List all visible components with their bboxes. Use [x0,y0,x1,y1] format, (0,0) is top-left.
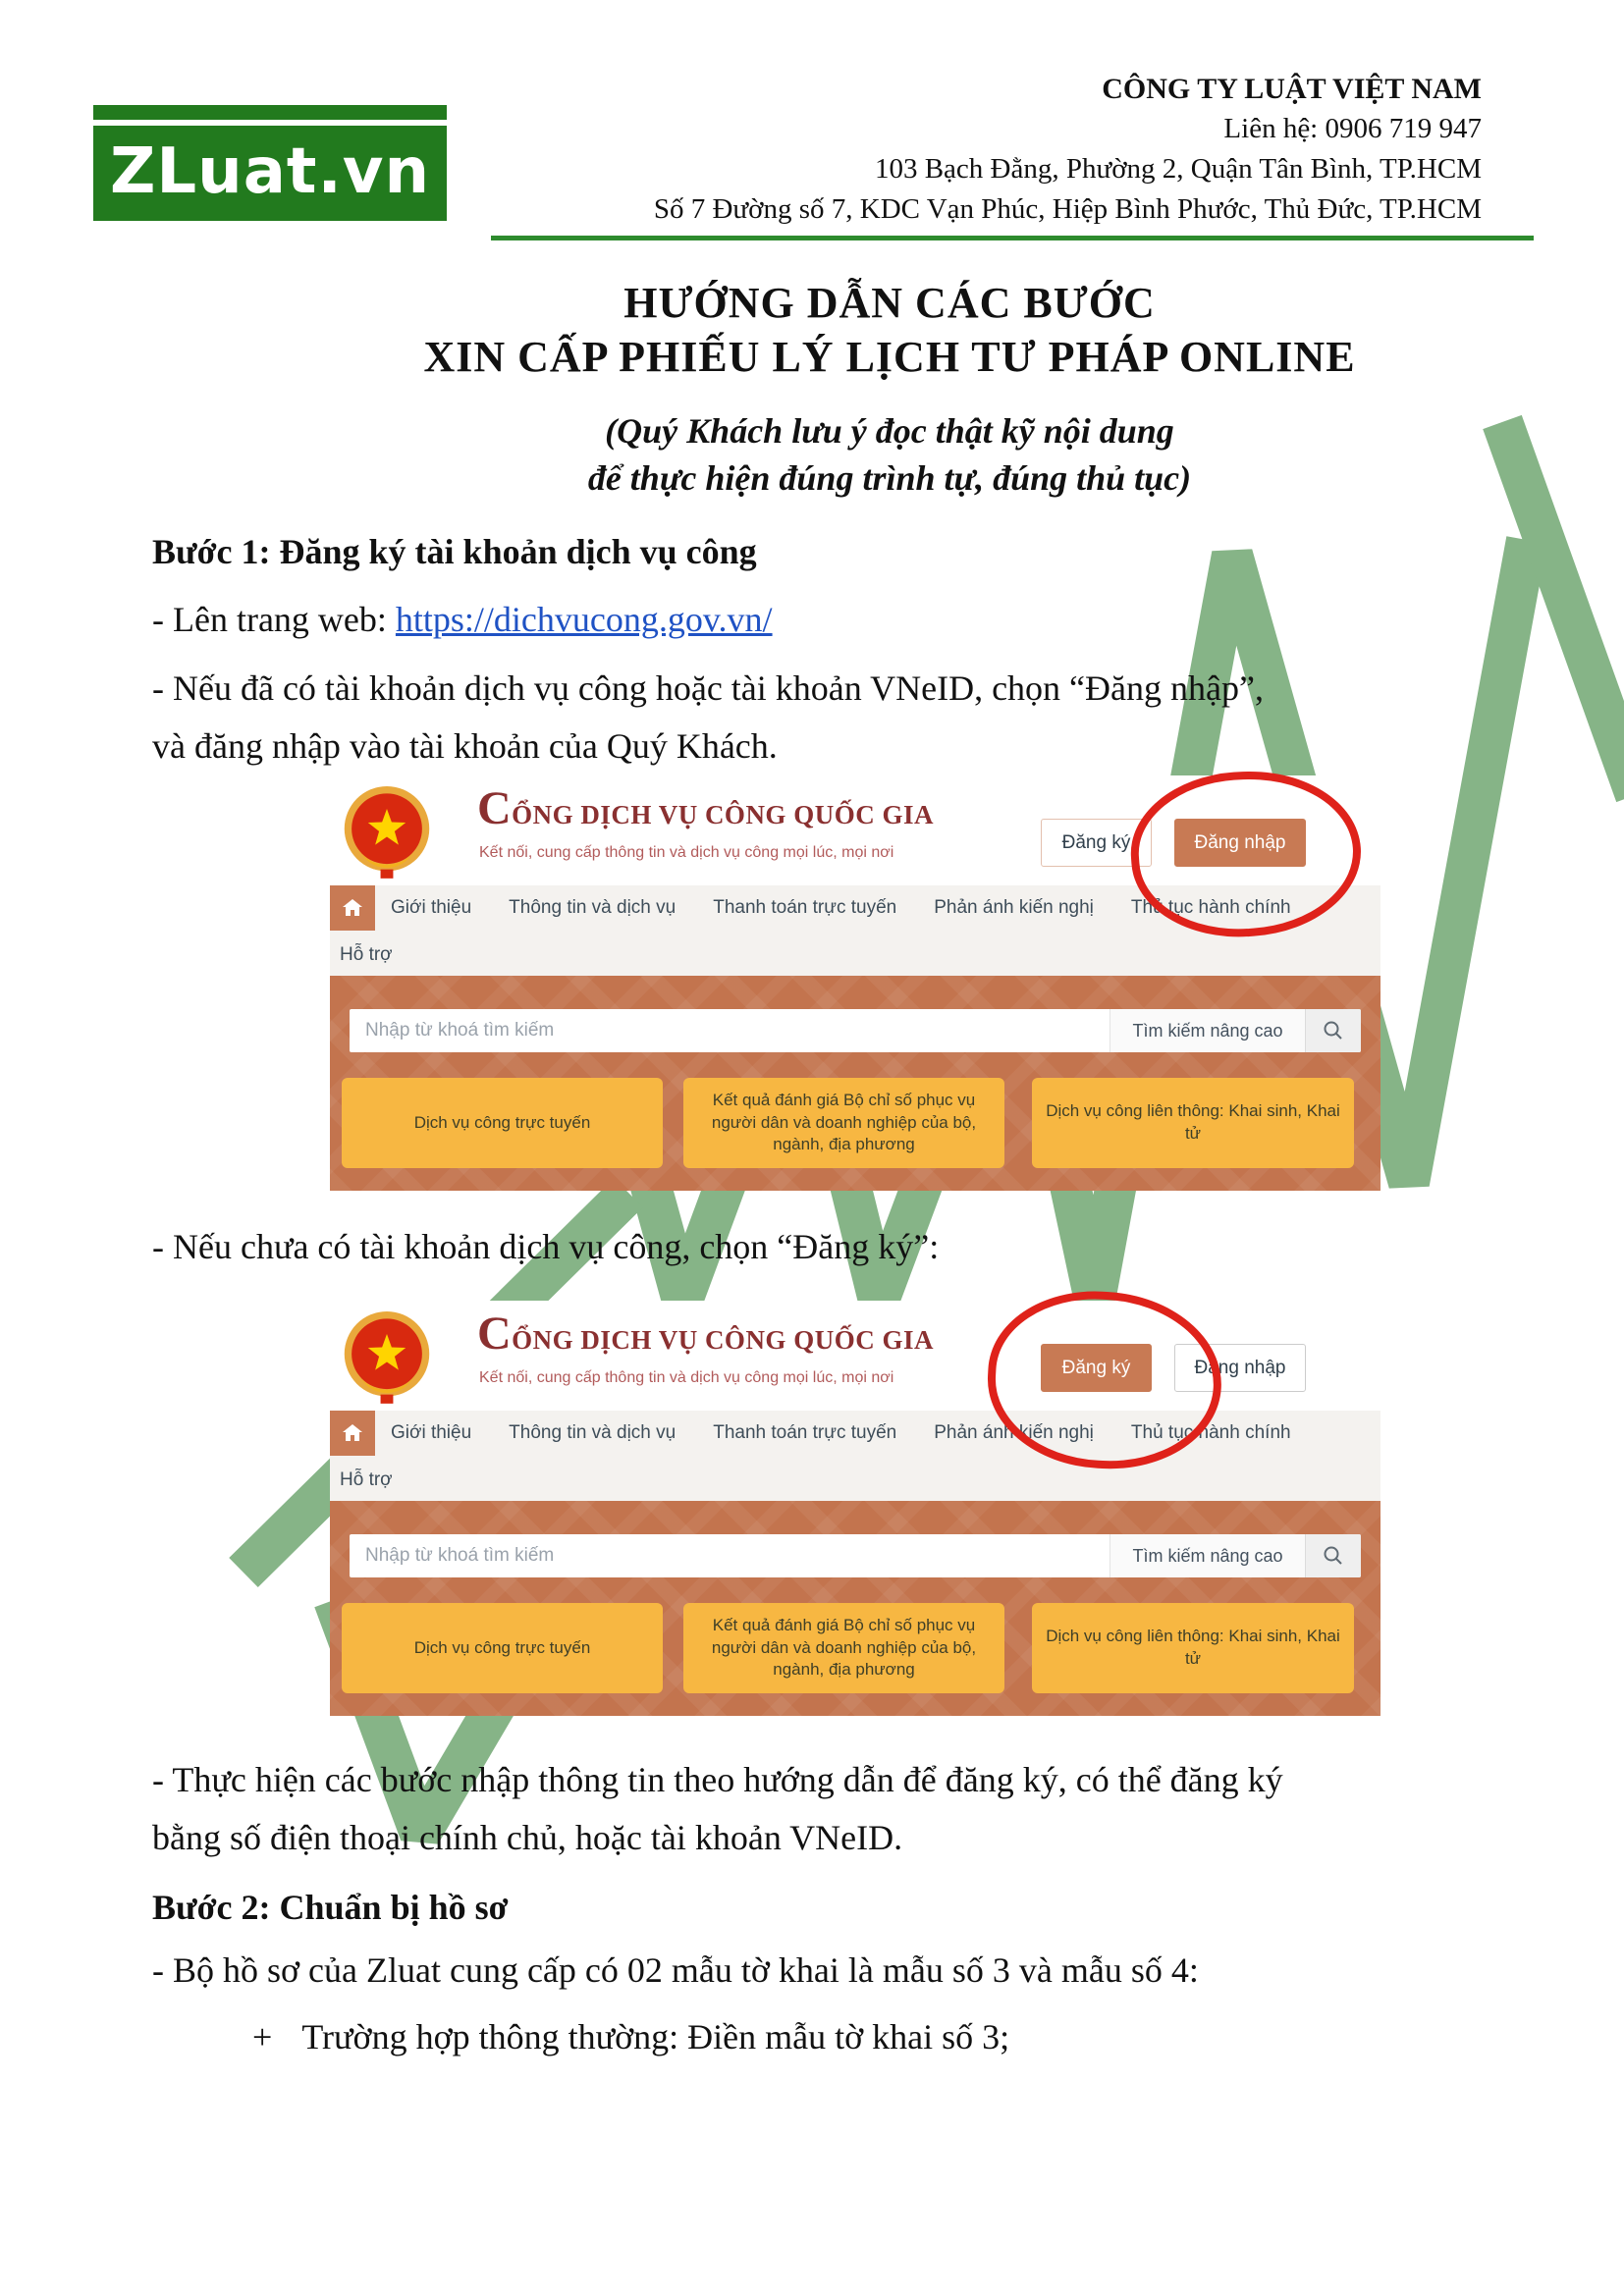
web-label: - Lên trang web: [152,600,396,639]
nav-thanh-toan[interactable]: Thanh toán trực tuyến [713,1422,897,1443]
logo-text: ZLuat.vn [109,135,431,208]
portal-navbar [330,1411,1380,1501]
login-button[interactable]: Đăng nhập [1174,819,1306,867]
portal-screenshot-register [330,1301,1380,1716]
para-register: - Nếu chưa có tài khoản dịch vụ công, chọn “Đăng ký”: [152,1227,940,1266]
company-address-2: Số 7 Đường số 7, KDC Vạn Phúc, Hiệp Bình Phước, Thủ Đức, TP.HCM [653,193,1482,225]
nav-thanh-toan[interactable]: Thanh toán trực tuyến [713,897,897,918]
para-steps-line1: - Thực hiện các bước nhập thông tin theo hướng dẫn để đăng ký, có thể đăng ký [152,1760,1283,1799]
nav-thu-tuc[interactable]: Thủ tục hành chính [1130,897,1291,918]
doc-subtitle-line1: (Quý Khách lưu ý đọc thật kỹ nội dung [605,411,1174,451]
nav-thong-tin[interactable]: Thông tin và dịch vụ [509,897,677,918]
para-dossier: - Bộ hồ sơ của Zluat cung cấp có 02 mẫu tờ khai là mẫu số 3 và mẫu số 4: [152,1950,1199,1990]
search-bar [350,1534,1361,1577]
nav-gioi-thieu[interactable]: Giới thiệu [391,897,472,918]
search-button[interactable] [1305,1534,1361,1577]
advanced-search-link[interactable]: Tìm kiếm nâng cao [1110,1534,1305,1577]
doc-subtitle-line2: để thực hiện đúng trình tự, đúng thủ tục) [587,458,1192,498]
home-button[interactable] [330,1411,375,1456]
search-bar [350,1009,1361,1052]
portal-header [330,1301,1380,1411]
para-login-line1: - Nếu đã có tài khoản dịch vụ công hoặc tài khoản VNeID, chọn “Đăng nhập”, [152,668,1264,708]
dichvucong-link[interactable]: https://dichvucong.gov.vn/ [395,600,773,639]
nav-phan-anh[interactable]: Phản ánh kiến nghị [934,1422,1094,1443]
bullet-form3 [252,2016,1009,2057]
nav-gioi-thieu[interactable]: Giới thiệu [391,1422,472,1443]
card-lienthong[interactable]: Dịch vụ công liên thông: Khai sinh, Khai tử [1032,1603,1354,1693]
home-icon [341,1421,364,1445]
nav-thong-tin[interactable]: Thông tin và dịch vụ [509,1422,677,1443]
nav-ho-tro[interactable]: Hỗ trợ [340,944,393,965]
logo-stripe [93,120,447,126]
portal-banner [330,1501,1380,1716]
search-input[interactable] [350,1534,1110,1577]
search-icon [1322,1544,1345,1568]
para-steps-line2: bằng số điện thoại chính chủ, hoặc tài khoản VNeID. [152,1818,903,1857]
card-ketqua[interactable]: Kết quả đánh giá Bộ chỉ số phục vụ người dân và doanh nghiệp của bộ, ngành, địa phương [683,1603,1004,1693]
vietnam-emblem-icon [342,1308,432,1405]
home-button[interactable] [330,885,375,931]
doc-title-line2: XIN CẤP PHIẾU LÝ LỊCH TƯ PHÁP ONLINE [423,333,1356,381]
zluat-logo [93,105,447,221]
bullet-text: Trường hợp thông thường: Điền mẫu tờ khai số 3; [301,2017,1010,2056]
advanced-search-link[interactable]: Tìm kiếm nâng cao [1110,1009,1305,1052]
para-login-line2: và đăng nhập vào tài khoản của Quý Khách. [152,726,778,766]
company-info [654,69,1482,230]
web-line [152,599,773,640]
step1-heading: Bước 1: Đăng ký tài khoản dịch vụ công [152,532,757,571]
search-icon [1322,1019,1345,1042]
step2-heading: Bước 2: Chuẩn bị hồ sơ [152,1888,509,1927]
login-button[interactable]: Đăng nhập [1174,1344,1306,1392]
vietnam-emblem-icon [342,783,432,880]
company-address-1: 103 Bạch Đằng, Phường 2, Quận Tân Bình, TP.HCM [874,153,1482,185]
portal-tagline: Kết nối, cung cấp thông tin và dịch vụ công mọi lúc, mọi nơi [479,844,894,861]
search-button[interactable] [1305,1009,1361,1052]
portal-title: CỔNG DỊCH VỤ CÔNG QUỐC GIA [477,782,934,834]
portal-banner [330,976,1380,1191]
portal-title: CỔNG DỊCH VỤ CÔNG QUỐC GIA [477,1308,934,1360]
nav-ho-tro[interactable]: Hỗ trợ [340,1469,393,1490]
header-divider [491,236,1534,240]
search-input[interactable] [350,1009,1110,1052]
bullet-plus-sign: + [252,2017,273,2056]
card-dichvucong[interactable]: Dịch vụ công trực tuyến [342,1078,663,1168]
nav-phan-anh[interactable]: Phản ánh kiến nghị [934,897,1094,918]
portal-tagline: Kết nối, cung cấp thông tin và dịch vụ công mọi lúc, mọi nơi [479,1369,894,1386]
nav-thu-tuc[interactable]: Thủ tục hành chính [1130,1422,1291,1443]
register-button[interactable]: Đăng ký [1041,1344,1152,1392]
doc-title-line1: HƯỚNG DẪN CÁC BƯỚC [623,279,1156,327]
home-icon [341,896,364,920]
register-button[interactable]: Đăng ký [1041,819,1152,867]
card-ketqua[interactable]: Kết quả đánh giá Bộ chỉ số phục vụ người dân và doanh nghiệp của bộ, ngành, địa phương [683,1078,1004,1168]
company-name: CÔNG TY LUẬT VIỆT NAM [1102,73,1482,105]
company-contact: Liên hệ: 0906 719 947 [1223,113,1482,144]
card-lienthong[interactable]: Dịch vụ công liên thông: Khai sinh, Khai tử [1032,1078,1354,1168]
card-dichvucong[interactable]: Dịch vụ công trực tuyến [342,1603,663,1693]
